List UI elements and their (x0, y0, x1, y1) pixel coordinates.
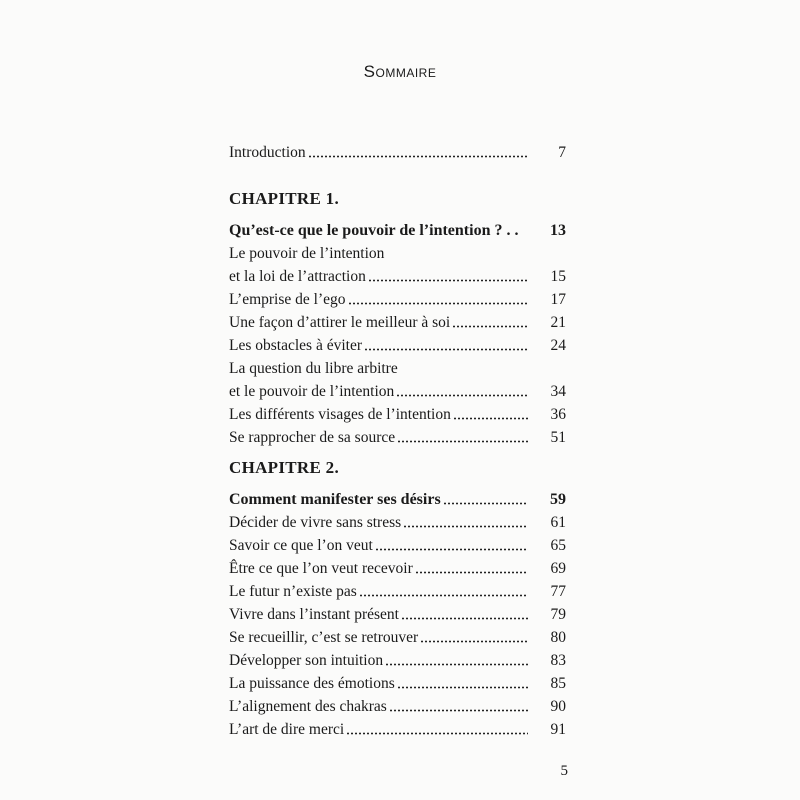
toc-entry-label: La question du libre arbitre (229, 360, 398, 377)
toc-entry-page: 65 (550, 537, 566, 554)
toc-entry-label: L’emprise de l’ego (229, 291, 346, 308)
toc-entry-page: 51 (550, 429, 566, 446)
dot-leader (359, 594, 528, 597)
toc-entry (229, 694, 566, 717)
toc-entry-label: Développer son intuition (229, 652, 384, 669)
chapter-title-page: 59 (550, 491, 566, 508)
dot-leader (452, 325, 528, 328)
toc-entry-label: Les obstacles à éviter (229, 337, 362, 354)
dot-leader (403, 525, 528, 528)
toc-entry (229, 602, 566, 625)
toc-entry (229, 333, 566, 356)
toc-entry-page: 24 (550, 337, 566, 354)
toc-entry-page: 90 (550, 698, 566, 715)
toc-entry-page: 91 (550, 721, 566, 738)
chapter-heading: CHAPITRE 1. (229, 189, 340, 208)
dot-leader (453, 417, 528, 420)
dot-leader (308, 155, 528, 158)
dot-leader (401, 617, 528, 620)
toc-entry-label: Se rapprocher de sa source (229, 429, 396, 446)
toc-entry-label: et la loi de l’attraction (229, 268, 366, 285)
chapter-2-entries (229, 510, 566, 740)
toc-entry-label: La puissance des émotions (229, 675, 395, 692)
toc-chapter-1 (229, 186, 566, 448)
toc-entry-label: Se recueillir, c’est se retrouver (229, 629, 419, 646)
toc-entry-page: 34 (550, 383, 566, 400)
toc-entry (229, 287, 566, 310)
page-title: Sommaire (363, 62, 437, 81)
dot-leader (385, 663, 528, 666)
toc-entry-page: 83 (550, 652, 566, 669)
toc-entry (229, 379, 566, 402)
toc-entry-page: 36 (550, 406, 566, 423)
chapter-title-row (229, 218, 566, 241)
toc-entry-page: 79 (550, 606, 566, 623)
toc-entry (229, 402, 566, 425)
chapter-title-row (229, 487, 566, 510)
toc-entry-page: 15 (550, 268, 566, 285)
toc-entry-page: 7 (558, 144, 566, 161)
chapter-heading: CHAPITRE 2. (229, 458, 340, 477)
toc-entry-page: 69 (550, 560, 566, 577)
toc-entry (229, 579, 566, 602)
dot-leader (368, 279, 528, 282)
chapter-title-page: 13 (550, 222, 566, 239)
dot-leader (364, 348, 528, 351)
toc-entry (229, 140, 566, 163)
chapter-title: Qu’est-ce que le pouvoir de l’intention ? . . (229, 222, 519, 239)
toc-entry-label: Le futur n’existe pas (229, 583, 357, 600)
dot-leader (375, 548, 528, 551)
dot-leader (348, 302, 529, 305)
dot-leader (415, 571, 528, 574)
toc-entry-page: 80 (550, 629, 566, 646)
dot-leader (420, 640, 528, 643)
toc-entry-page: 85 (550, 675, 566, 692)
toc-chapter-2 (229, 455, 566, 740)
toc-entry-label: Décider de vivre sans stress (229, 514, 402, 531)
toc-entry-page: 17 (550, 291, 566, 308)
toc-entry (229, 510, 566, 533)
toc-entry-label: et le pouvoir de l’intention (229, 383, 395, 400)
toc-entry (229, 717, 566, 740)
chapter-title: Comment manifester ses désirs (229, 491, 441, 508)
toc-entry-line (229, 241, 566, 264)
toc-entry (229, 264, 566, 287)
toc-entry (229, 533, 566, 556)
dot-leader (396, 394, 528, 397)
toc-entry-page: 77 (550, 583, 566, 600)
toc-entry-label: Vivre dans l’instant présent (229, 606, 399, 623)
page-number: 5 (560, 763, 568, 779)
chapter-1-entries (229, 241, 566, 448)
toc-entry-label: Une façon d’attirer le meilleur à soi (229, 314, 451, 331)
dot-leader (443, 502, 526, 505)
toc-entry-label: Savoir ce que l’on veut (229, 537, 373, 554)
toc-entry-page: 61 (550, 514, 566, 531)
toc-entry (229, 425, 566, 448)
dot-leader (389, 709, 528, 712)
dot-leader (397, 686, 528, 689)
toc-entry-label: Le pouvoir de l’intention (229, 245, 385, 262)
toc-entry (229, 625, 566, 648)
dot-leader (346, 732, 528, 735)
toc-entry (229, 648, 566, 671)
toc-entry (229, 671, 566, 694)
toc-entry (229, 556, 566, 579)
toc-entry-label: L’alignement des chakras (229, 698, 387, 715)
toc-entry-page: 21 (550, 314, 566, 331)
dot-leader (397, 440, 528, 443)
toc-intro (229, 140, 566, 163)
toc-entry-label: Les différents visages de l’intention (229, 406, 451, 423)
toc-entry (229, 310, 566, 333)
toc-entry-line (229, 356, 566, 379)
toc-entry-label: Être ce que l’on veut recevoir (229, 560, 413, 577)
toc-entry-label: L’art de dire merci (229, 721, 345, 738)
toc-entry-label: Introduction (229, 144, 306, 161)
